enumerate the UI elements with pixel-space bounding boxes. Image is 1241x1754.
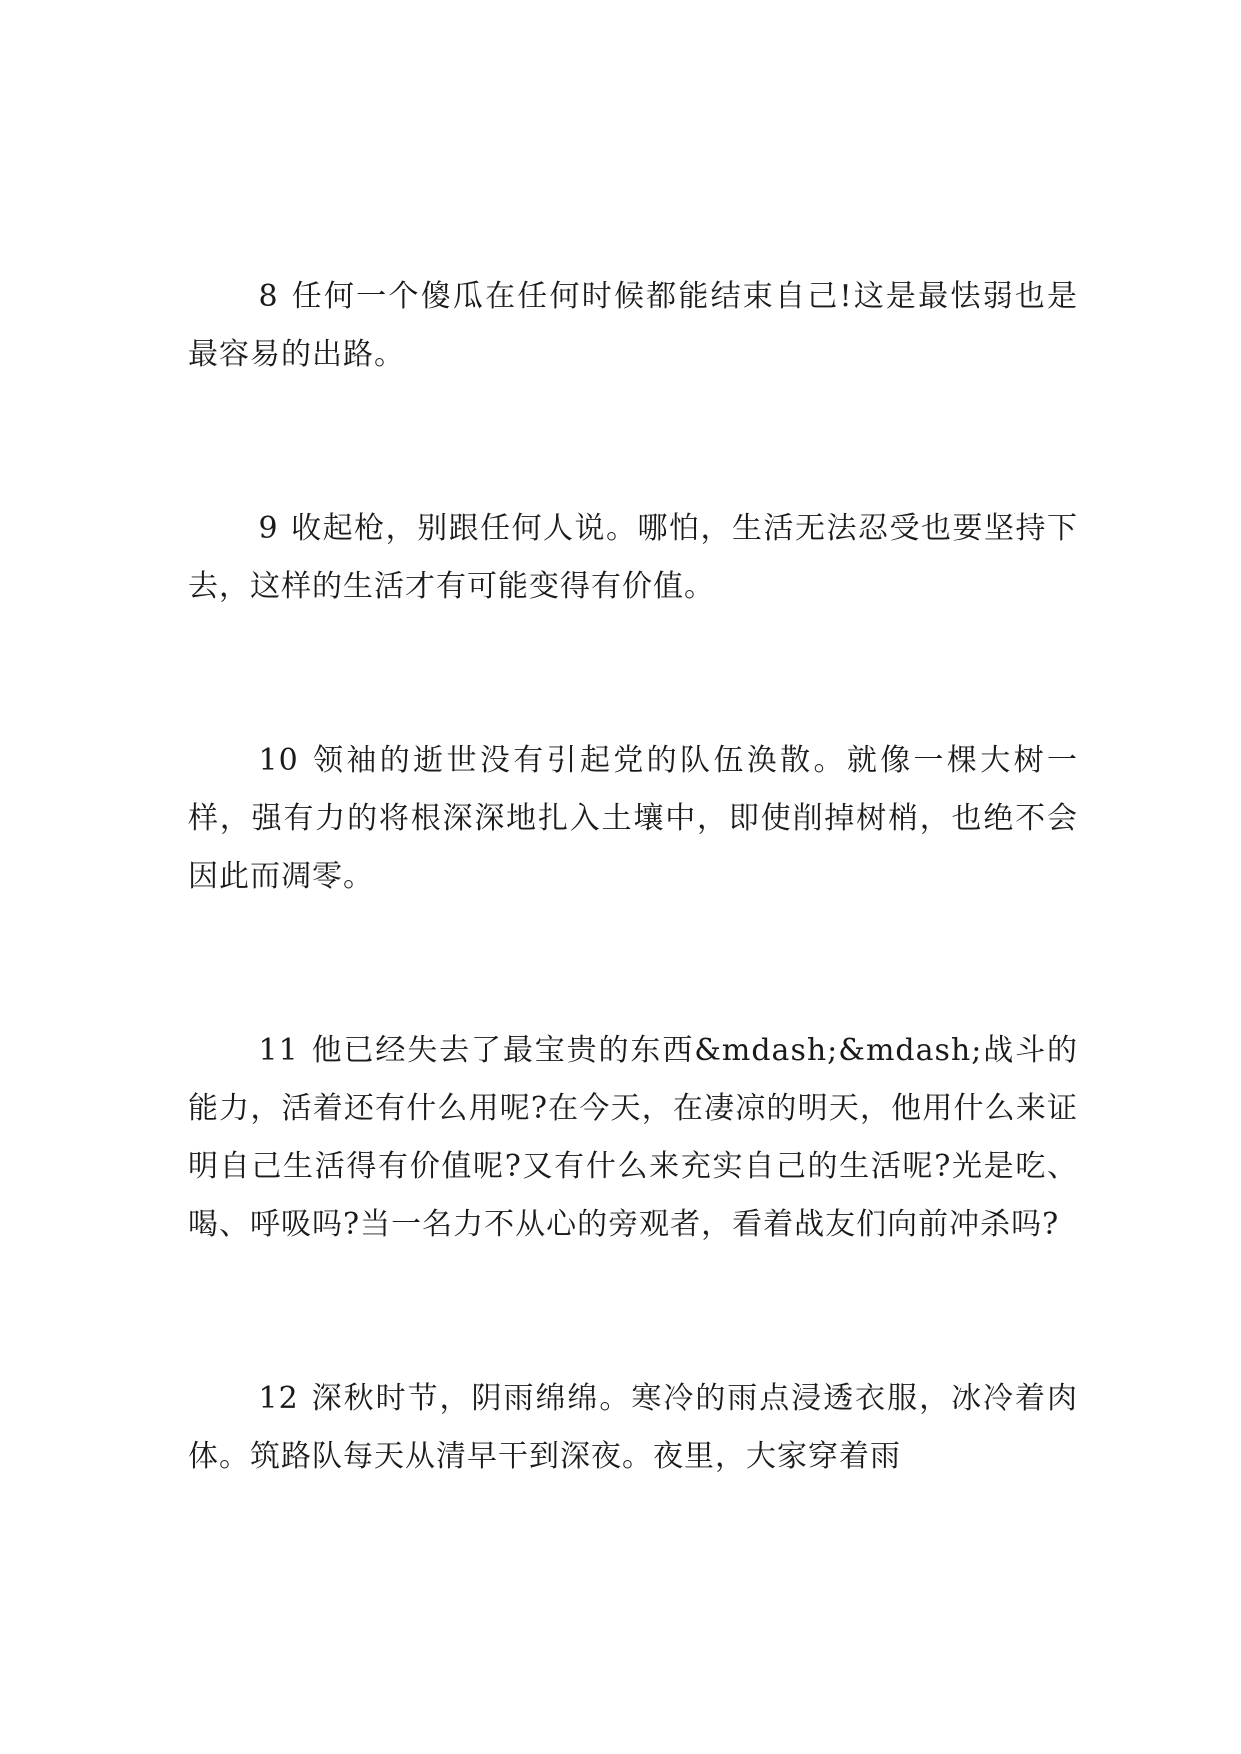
paragraph-8 xyxy=(188,268,1078,384)
paragraph-12 xyxy=(188,1370,1078,1486)
paragraph-number: 10 xyxy=(258,743,299,778)
paragraph-text: 领袖的逝世没有引起党的队伍涣散。就像一棵大树一样，强有力的将根深深地扎入土壤中，即使削掉树梢，也绝不会因此而凋零。 xyxy=(188,743,1078,894)
paragraph-10 xyxy=(188,732,1078,906)
document-body xyxy=(188,268,1078,1486)
paragraph-11 xyxy=(188,1022,1078,1254)
paragraph-number: 8 xyxy=(258,279,279,314)
paragraph-9 xyxy=(188,500,1078,616)
paragraph-number: 11 xyxy=(258,1033,299,1068)
paragraph-text: 他已经失去了最宝贵的东西&mdash;&mdash;战斗的能力，活着还有什么用呢?在今天，在凄凉的明天，他用什么来证明自己生活得有价值呢?又有什么来充实自己的生活呢?光是吃、喝、呼吸吗?当一名力不从心的旁观者，看着战友们向前冲杀吗? xyxy=(188,1033,1078,1242)
paragraph-number: 9 xyxy=(258,511,279,546)
paragraph-text: 收起枪，别跟任何人说。哪怕，生活无法忍受也要坚持下去，这样的生活才有可能变得有价值。 xyxy=(188,511,1078,604)
paragraph-number: 12 xyxy=(258,1381,299,1416)
paragraph-text: 任何一个傻瓜在任何时候都能结束自己!这是最怯弱也是最容易的出路。 xyxy=(188,279,1078,372)
paragraph-text: 深秋时节，阴雨绵绵。寒冷的雨点浸透衣服，冰冷着肉体。筑路队每天从清早干到深夜。夜里，大家穿着雨 xyxy=(188,1381,1078,1474)
